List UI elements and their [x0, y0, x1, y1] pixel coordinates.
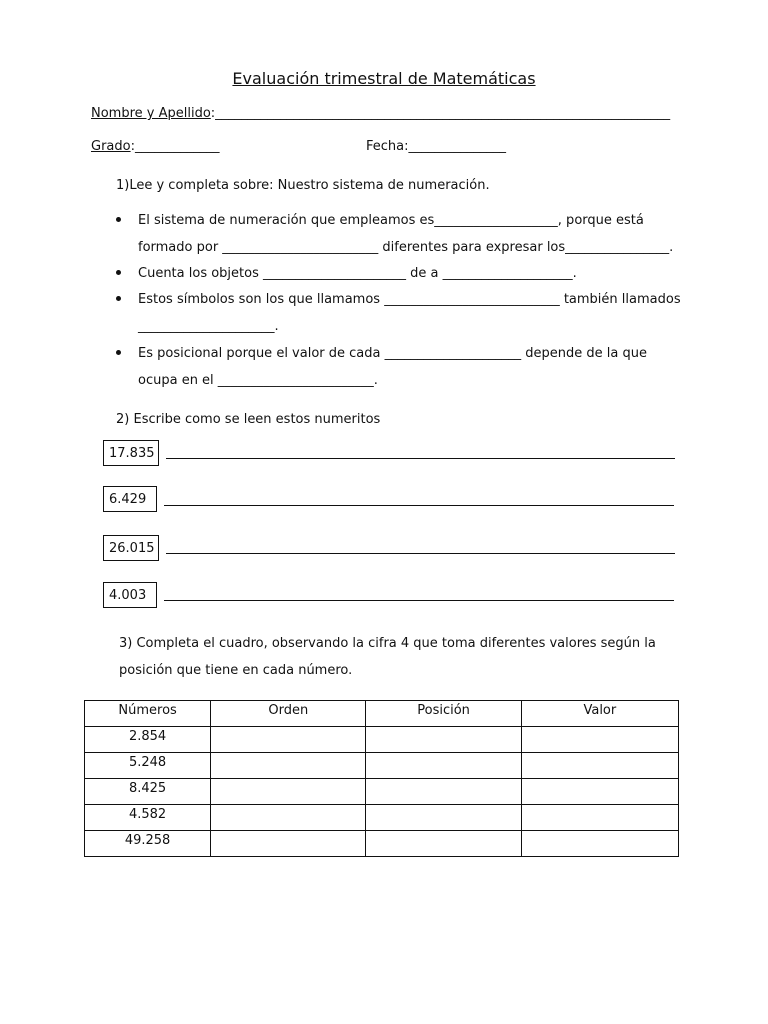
- name-field[interactable]: [91, 106, 670, 121]
- number-box: 4.003: [103, 582, 157, 608]
- date-label: Fecha:_______________: [366, 139, 506, 154]
- bullet-icon: [116, 350, 121, 355]
- table-header-row: [85, 701, 679, 727]
- table-cell-valor[interactable]: [521, 805, 678, 831]
- answer-line[interactable]: [164, 599, 674, 601]
- answer-line[interactable]: [166, 552, 675, 554]
- table-cell-posicion[interactable]: [366, 727, 521, 753]
- table-cell-orden[interactable]: [211, 779, 366, 805]
- s1-bullet2-line1[interactable]: Cuenta los objetos ______________________ de a ____________________.: [138, 266, 577, 281]
- bullet-icon: [116, 270, 121, 275]
- table-row: [85, 805, 679, 831]
- s1-bullet3-line1[interactable]: Estos símbolos son los que llamamos ___________________________ también llamados: [138, 292, 681, 307]
- grade-label: Grado: [91, 139, 131, 154]
- table-cell-posicion[interactable]: [366, 779, 521, 805]
- table-cell-number: 4.582: [85, 805, 211, 831]
- table-cell-orden[interactable]: [211, 805, 366, 831]
- number-box: 17.835: [103, 440, 159, 466]
- s1-bullet1-line1[interactable]: El sistema de numeración que empleamos es___________________, porque está: [138, 213, 644, 228]
- table-row: [85, 727, 679, 753]
- section2-heading: 2) Escribe como se leen estos numeritos: [116, 412, 381, 427]
- table-cell-valor[interactable]: [521, 831, 678, 857]
- section3-heading-line1: 3) Completa el cuadro, observando la cifra 4 que toma diferentes valores según la: [119, 636, 656, 651]
- table-cell-orden[interactable]: [211, 727, 366, 753]
- table-cell-valor[interactable]: [521, 753, 678, 779]
- table-row: [85, 753, 679, 779]
- name-label: Nombre y Apellido: [91, 106, 211, 121]
- answer-line[interactable]: [166, 457, 675, 459]
- table-header-numeros: Números: [85, 701, 211, 727]
- table-header-orden: Orden: [211, 701, 366, 727]
- number-box: 6.429: [103, 486, 157, 512]
- table-cell-orden[interactable]: [211, 831, 366, 857]
- bullet-icon: [116, 217, 121, 222]
- values-table: [84, 700, 679, 857]
- grade-field[interactable]: [91, 139, 219, 154]
- table-cell-number: 5.248: [85, 753, 211, 779]
- table-cell-valor[interactable]: [521, 727, 678, 753]
- table-cell-number: 8.425: [85, 779, 211, 805]
- grade-blank[interactable]: :_____________: [130, 139, 220, 154]
- table-row: [85, 779, 679, 805]
- table-cell-number: 2.854: [85, 727, 211, 753]
- section1-heading: 1)Lee y completa sobre: Nuestro sistema de numeración.: [116, 178, 490, 193]
- date-field[interactable]: [366, 139, 506, 154]
- page-title: [0, 69, 768, 88]
- section3-heading-line2: posición que tiene en cada número.: [119, 663, 353, 678]
- table-cell-posicion[interactable]: [366, 753, 521, 779]
- table-cell-posicion[interactable]: [366, 831, 521, 857]
- s1-bullet3-line2[interactable]: _____________________.: [138, 319, 279, 334]
- table-header-valor: Valor: [521, 701, 678, 727]
- s1-bullet4-line2[interactable]: ocupa en el ________________________.: [138, 373, 378, 388]
- table-header-posicion: Posición: [366, 701, 521, 727]
- number-box: 26.015: [103, 535, 159, 561]
- table-row: [85, 831, 679, 857]
- s1-bullet4-line1[interactable]: Es posicional porque el valor de cada _____________________ depende de la que: [138, 346, 647, 361]
- table-cell-number: 49.258: [85, 831, 211, 857]
- s1-bullet1-line2[interactable]: formado por ________________________ diferentes para expresar los________________.: [138, 240, 674, 255]
- table-cell-posicion[interactable]: [366, 805, 521, 831]
- name-blank[interactable]: :______________________________________________________________________: [210, 106, 671, 121]
- table-cell-valor[interactable]: [521, 779, 678, 805]
- table-cell-orden[interactable]: [211, 753, 366, 779]
- bullet-icon: [116, 296, 121, 301]
- page-title-text: Evaluación trimestral de Matemáticas: [232, 69, 536, 88]
- answer-line[interactable]: [164, 504, 674, 506]
